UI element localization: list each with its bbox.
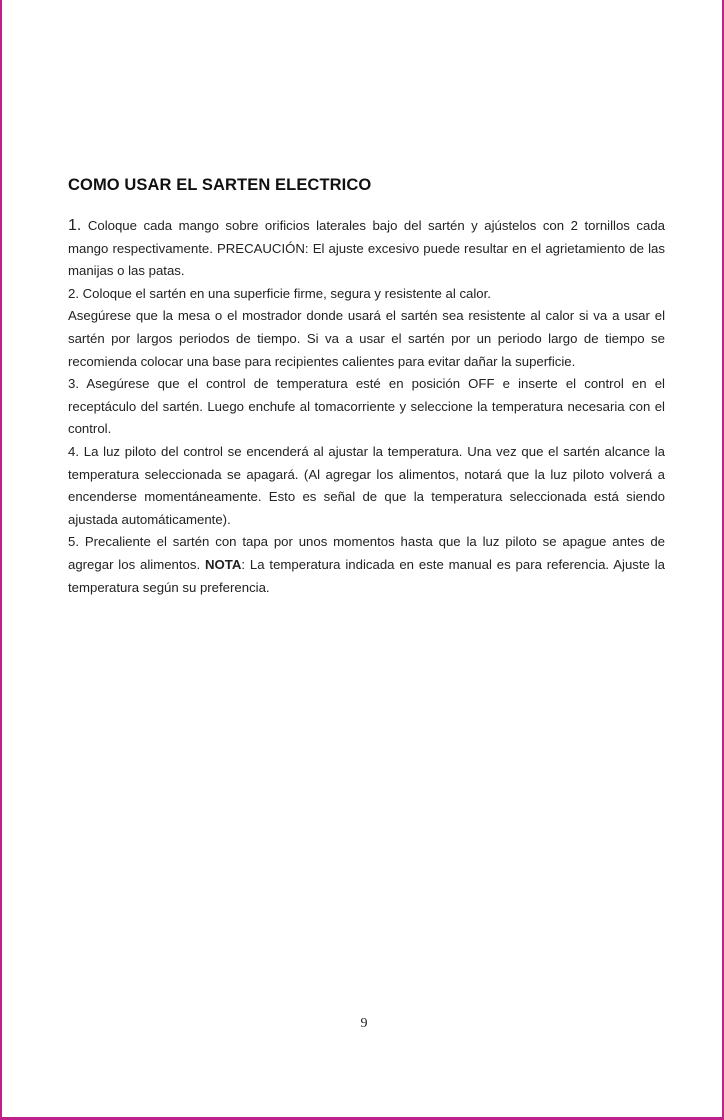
section-heading: COMO USAR EL SARTEN ELECTRICO bbox=[68, 176, 372, 194]
step-5-text: 5. Precaliente el sartén con tapa por unos momentos hasta que la luz piloto se apague antes de agregar los alimentos. bbox=[68, 534, 665, 572]
step-2: 2. Coloque el sartén en una superficie firme, segura y resistente al calor. bbox=[68, 285, 491, 301]
step-3: 3. Asegúrese que el control de temperatura esté en posición OFF e inserte el control en el receptáculo del sartén. Luego enchufe al tomacorriente y seleccione la temperatura necesaria con el control. bbox=[68, 376, 665, 437]
page-number: 9 bbox=[360, 1016, 368, 1031]
step-1-text: Coloque cada mango sobre orificios laterales bajo del sartén y ajústelos con 2 tornillos cada mango respectivamente. PRECAUCIÓN: El ajuste excesivo puede resultar en el agrietamiento de las manijas o las patas. bbox=[68, 218, 665, 279]
page-content bbox=[68, 176, 665, 599]
step-4: 4. La luz piloto del control se encenderá al ajustar la temperatura. Una vez que el sartén alcance la temperatura seleccionada se apagará. (Al agregar los alimentos, notará que la luz piloto volverá a encenderse momentáneamente. Esto es señal de que la temperatura seleccionada está siendo ajustada automáticamente). bbox=[68, 443, 665, 527]
step-5 bbox=[68, 531, 665, 599]
step-5-note-text: : La temperatura indicada en este manual es para referencia. Ajuste la temperatura según su preferencia. bbox=[68, 556, 665, 595]
step-2-detail: Asegúrese que la mesa o el mostrador donde usará el sartén sea resistente al calor si va a usar el sartén por largos periodos de tiempo. Si va a usar el sartén por un periodo largo de tiempo se recomienda colocar una base para recipientes calientes para evitar dañar la superficie. bbox=[68, 308, 665, 369]
step-1 bbox=[68, 215, 665, 283]
step-5-note-label: NOTA bbox=[204, 556, 242, 572]
step-1-number: 1. bbox=[68, 217, 82, 234]
